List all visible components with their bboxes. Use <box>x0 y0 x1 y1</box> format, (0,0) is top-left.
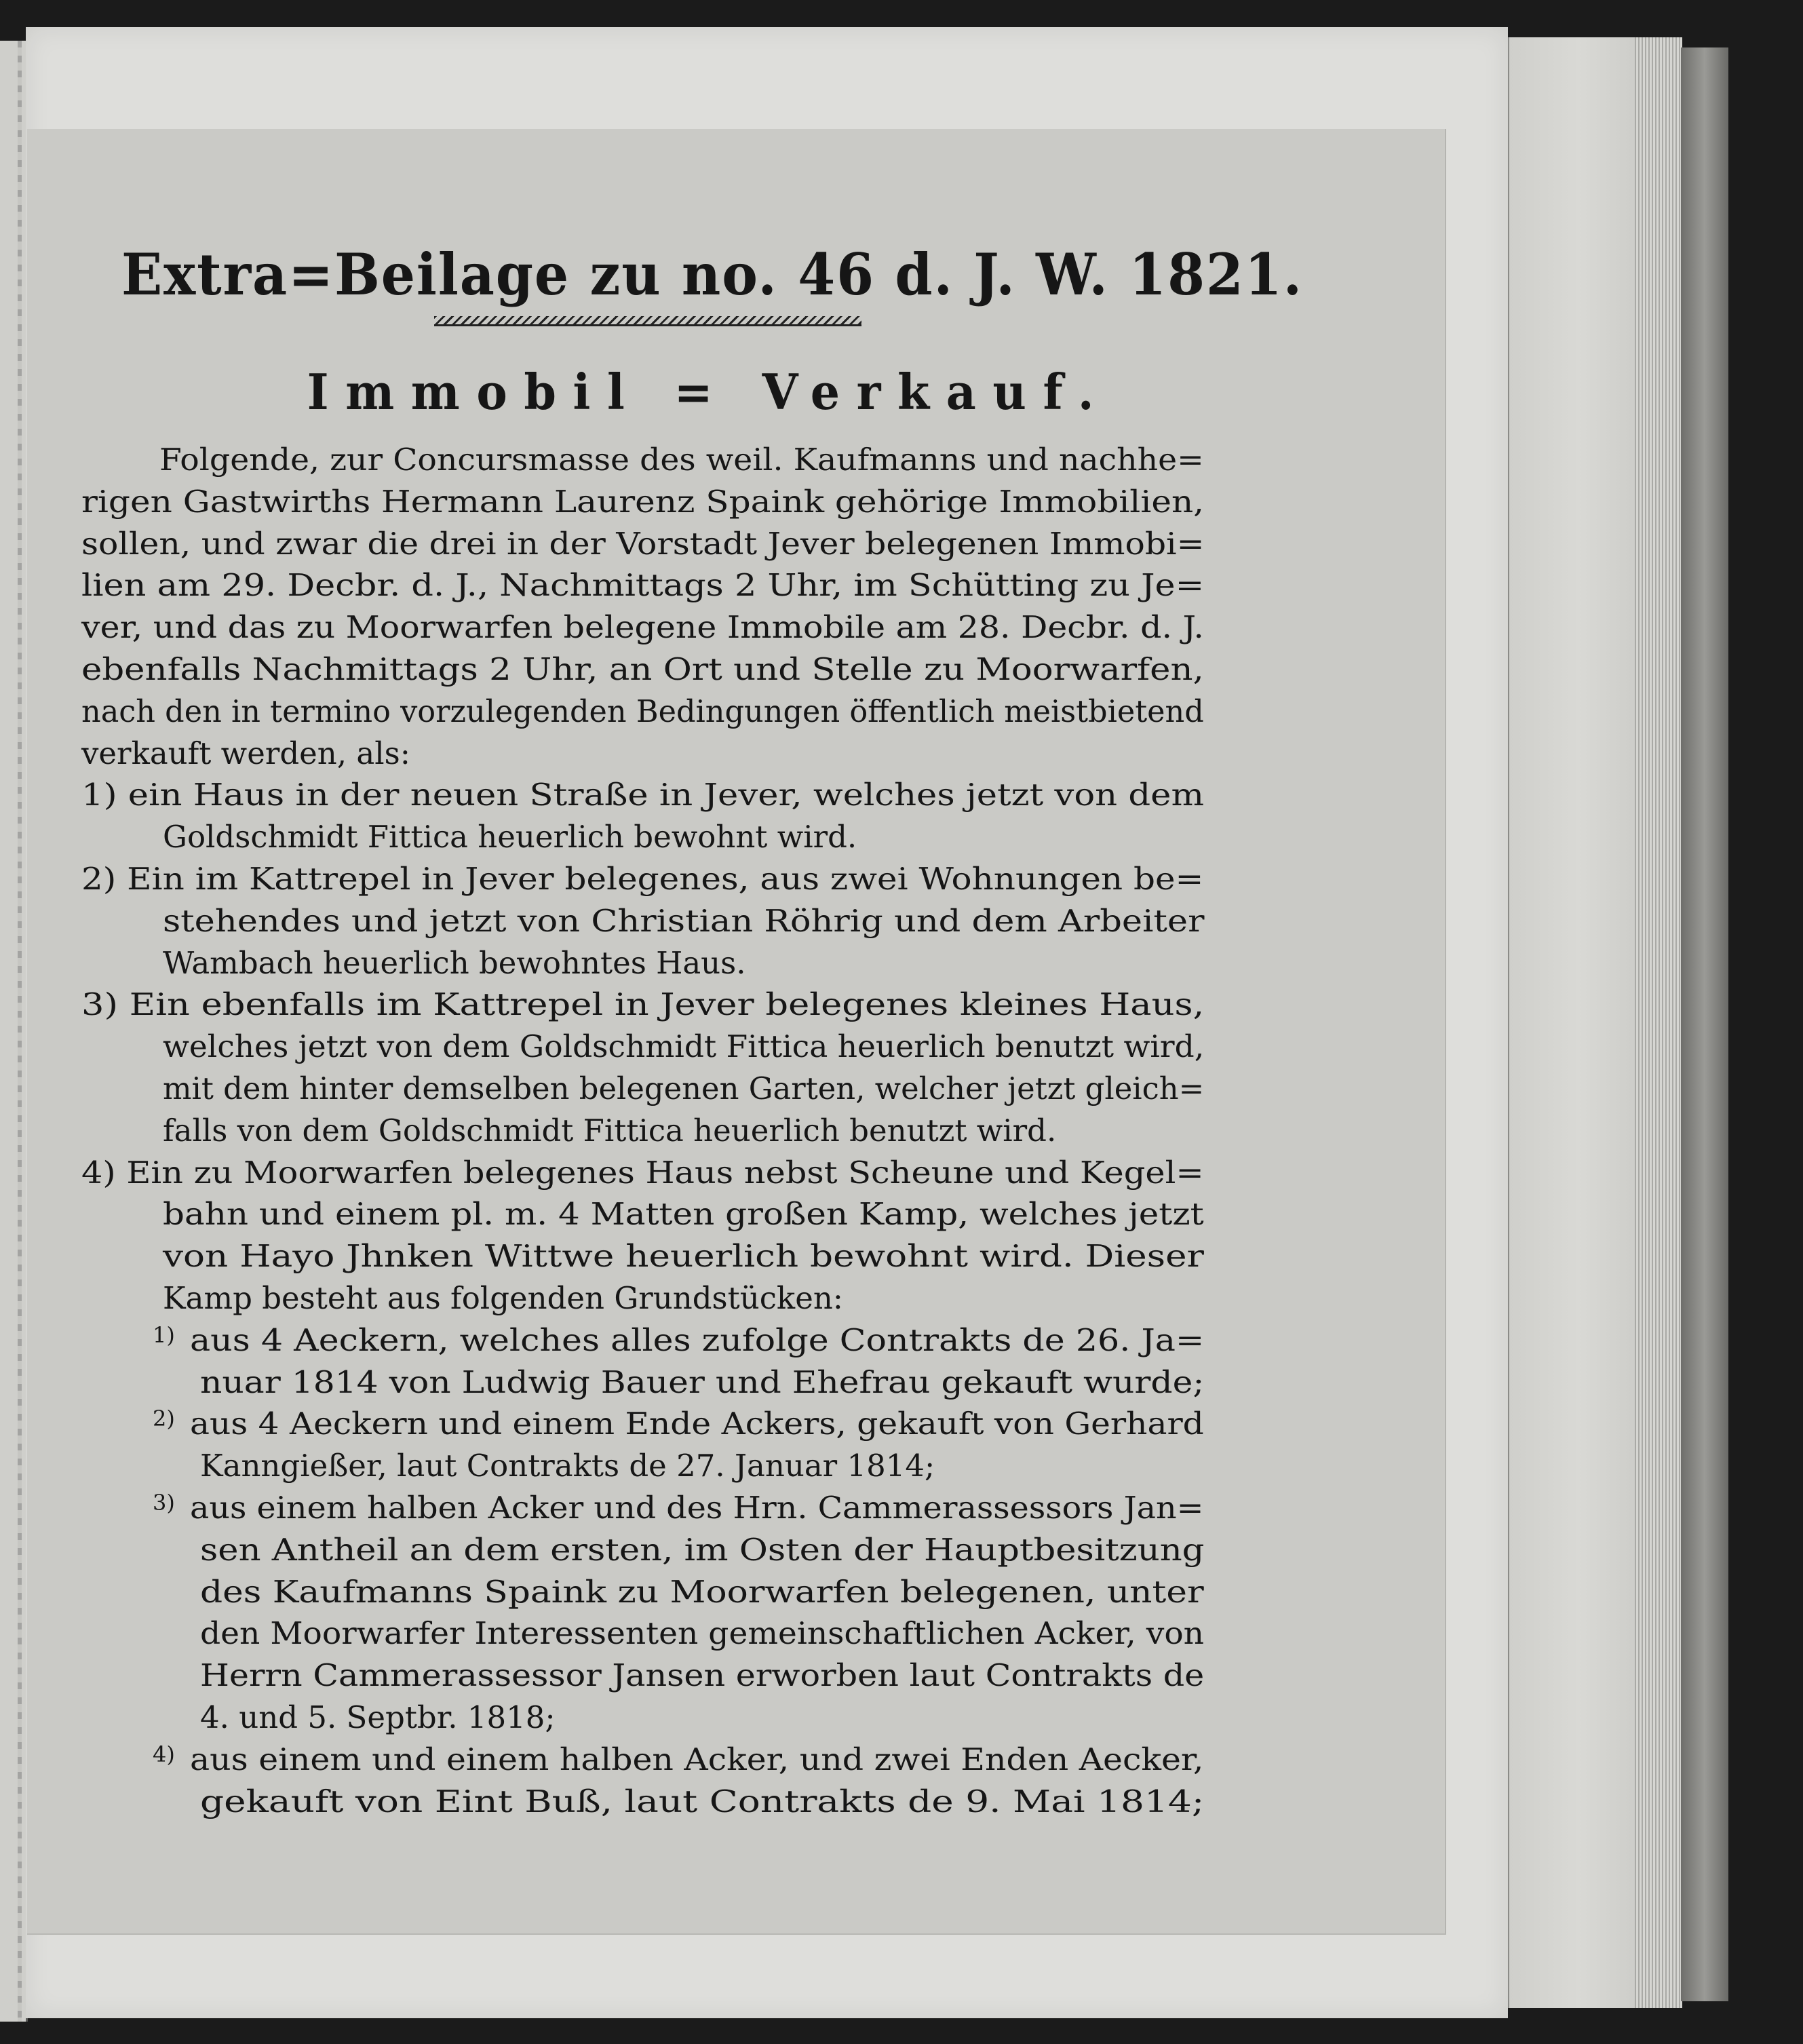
list-item-line: Kamp besteht aus folgenden Grundstücken: <box>163 1280 843 1316</box>
sub-item-marker: 2) <box>153 1406 175 1432</box>
list-item-line: falls von dem Goldschmidt Fittica heuerlich benutzt wird. <box>163 1112 1057 1149</box>
sub-item-line: Kanngießer, laut Contrakts de 27. Januar 1814; <box>200 1448 935 1484</box>
list-item-line: 2) Ein im Kattrepel in Jever belegenes, aus zwei Wohnungen be= <box>81 861 1204 897</box>
list-item-line: bahn und einem pl. m. 4 Matten großen Kamp, welches jetzt <box>163 1196 1204 1233</box>
list-item-line: mit dem hinter demselben belegenen Garten, welcher jetzt gleich= <box>163 1071 1205 1106</box>
list-item-line: Wambach heuerlich bewohntes Haus. <box>163 944 746 981</box>
section-heading: Immobil = Verkauf. <box>307 363 1111 421</box>
sub-item-line: nuar 1814 von Ludwig Bauer und Ehefrau gekauft wurde; <box>200 1364 1205 1400</box>
sub-item-line: aus 4 Aeckern und einem Ende Ackers, gekauft von Gerhard <box>190 1406 1204 1442</box>
text-line: lien am 29. Decbr. d. J., Nachmittags 2 Uhr, im Schütting zu Je= <box>81 567 1205 604</box>
masthead-title: Extra=Beilage zu no. 46 d. J. W. 1821. <box>121 241 1304 308</box>
text-line: Folgende, zur Concursmasse des weil. Kaufmanns und nachhe= <box>159 442 1204 478</box>
supplement-text <box>27 129 1445 1933</box>
sub-item-marker: 1) <box>153 1322 175 1348</box>
list-item-line: 1) ein Haus in der neuen Straße in Jever, welches jetzt von dem <box>81 777 1205 813</box>
text-line: verkauft werden, als: <box>81 735 410 771</box>
sub-item-line: aus 4 Aeckern, welches alles zufolge Contrakts de 26. Ja= <box>190 1322 1205 1358</box>
sub-item-marker: 4) <box>153 1741 175 1767</box>
sub-item-line: gekauft von Eint Buß, laut Contrakts de 9. Mai 1814; <box>200 1783 1205 1819</box>
list-item-line: 3) Ein ebenfalls im Kattrepel in Jever belegenes kleines Haus, <box>81 986 1205 1023</box>
facing-page-edge <box>0 41 28 2022</box>
list-item-line: stehendes und jetzt von Christian Röhrig und dem Arbeiter <box>163 902 1205 939</box>
sub-item-line: sen Antheil an dem ersten, im Osten der Hauptbesitzung <box>200 1531 1205 1568</box>
book-block-edges <box>1508 37 1682 2008</box>
sub-item-line: Herrn Cammerassessor Jansen erworben laut Contrakts de <box>200 1657 1205 1694</box>
text-line: sollen, und zwar die drei in der Vorstadt Jever belegenen Immobi= <box>81 525 1205 562</box>
sub-item-line: aus einem und einem halben Acker, und zwei Enden Aecker, <box>190 1741 1204 1777</box>
text-line: nach den in termino vorzulegenden Bedingungen öffentlich meistbietend <box>81 693 1204 729</box>
list-item-line: Goldschmidt Fittica heuerlich bewohnt wird. <box>163 819 857 855</box>
text-line: rigen Gastwirths Hermann Laurenz Spaink gehörige Immobilien, <box>81 483 1205 520</box>
sub-item-marker: 3) <box>153 1490 175 1516</box>
text-line: ver, und das zu Moorwarfen belegene Immobile am 28. Decbr. d. J. <box>81 609 1204 646</box>
text-line: ebenfalls Nachmittags 2 Uhr, an Ort und Stelle zu Moorwarfen, <box>81 651 1204 687</box>
sub-item-line: den Moorwarfer Interessenten gemeinschaftlichen Acker, von <box>200 1615 1205 1652</box>
sub-item-line: 4. und 5. Septbr. 1818; <box>200 1699 556 1735</box>
book-cover-edge <box>1681 47 1728 2001</box>
decorative-rule <box>434 316 861 326</box>
list-item-line: 4) Ein zu Moorwarfen belegenes Haus nebst Scheune und Kegel= <box>81 1154 1204 1191</box>
sub-item-line: des Kaufmanns Spaink zu Moorwarfen belegenen, unter <box>200 1573 1204 1610</box>
list-item-line: von Hayo Jhnken Wittwe heuerlich bewohnt wird. Dieser <box>163 1238 1204 1275</box>
list-item-line: welches jetzt von dem Goldschmidt Fittica heuerlich benutzt wird, <box>163 1028 1205 1065</box>
sub-item-line: aus einem halben Acker und des Hrn. Cammerassessors Jan= <box>190 1490 1204 1526</box>
